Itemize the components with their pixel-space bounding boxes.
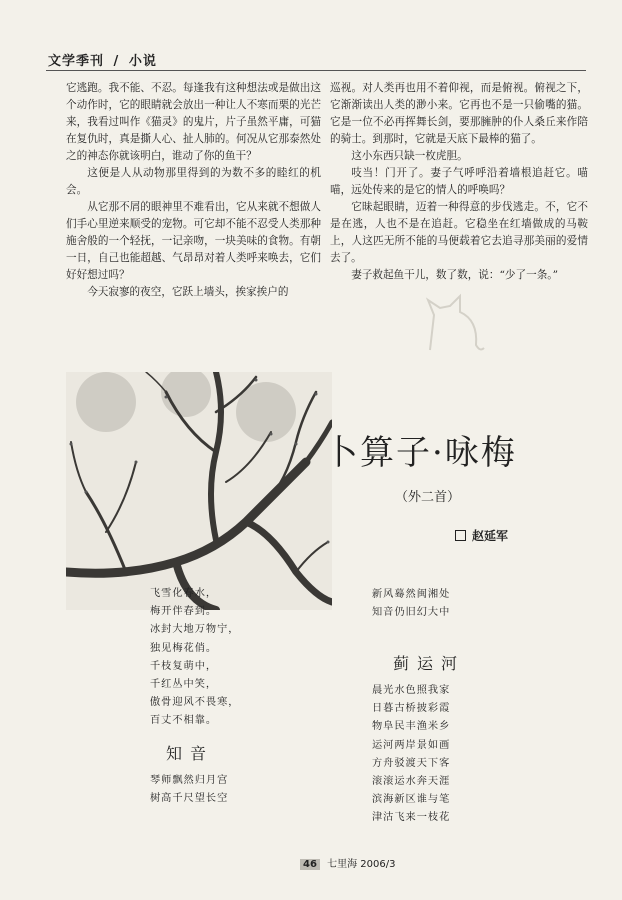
poem-line: 树高千尺望长空 (150, 793, 229, 805)
poem-line: 琴师飘然归月宫 (150, 775, 229, 786)
story-right-column (330, 80, 588, 284)
poem-line: 滚滚运水奔天涯 (372, 776, 451, 788)
poem-line: 日暮古桥披彩霞 (372, 703, 451, 715)
poem-line: 运河两岸景如画 (372, 739, 451, 751)
poem-jiyunhe (372, 682, 450, 828)
paragraph: 这小东西只缺一枚虎胆。 (351, 150, 468, 162)
paragraph: 这便是人从动物那里得到的为数不多的睦红的机会。 (66, 167, 321, 196)
poem-line: 冰封大地万物宁， (150, 624, 240, 636)
section-name: 小说 (128, 54, 157, 69)
journal-name: 文学季刊 (48, 54, 105, 69)
poem-line: 飞雪化春水， (150, 588, 218, 599)
poem-line: 知音仍旧幻大中 (372, 607, 451, 619)
page-number: 46 (300, 859, 320, 870)
square-bullet-icon (455, 530, 466, 541)
poem-line: 滨海新区谁与笔 (372, 794, 451, 806)
paragraph: 妻子救起鱼干儿，数了数，说：“少了一条。” (351, 269, 558, 281)
poem-jiyunhe-title: 蓟运河 (393, 654, 466, 673)
paragraph: 从它那不屑的眼神里不难看出，它从来就不想做人们手心里逆来顺受的宠物。可它却不能不忍受人类那种施舍般的一个轻抚，一记亲吻，一块美味的食物。有朝一日，自己也能超越、气昂昂对着人类呼来唤去，它们好好想过吗？ (66, 201, 321, 281)
poem-author (455, 527, 508, 544)
running-header (48, 50, 157, 69)
poem-main-title: 卜算子·咏梅 (324, 433, 517, 473)
header-rule (46, 70, 586, 71)
paragraph: 今天寂寥的夜空，它跃上墙头，挨家挨户的 (87, 286, 289, 298)
plum-branch-photo (66, 372, 332, 610)
poem-line: 梅开伴春到。 (150, 606, 218, 618)
poem-zhiyin-title: 知音 (166, 744, 215, 763)
poem-zhiyin-first (150, 772, 228, 808)
poem-line: 千红丛中笑， (150, 679, 218, 691)
magazine-name: 七里海 (327, 859, 358, 870)
poem-line: 物阜民丰渔米乡 (372, 721, 451, 733)
paragraph: 巡视。对人类再也用不着仰视，而是俯视。俯视之下，它渐渐读出人类的渺小来。它再也不是一只偷嘴的猫。它是一位不必再挥舞长剑，要那臃肿的仆人桑丘来作陪的骑士。到那时，它就是天底下最棒的猫了。 (330, 82, 588, 145)
poem-mei (150, 585, 240, 731)
story-left-column (66, 80, 321, 301)
paragraph: 吱当！门开了。妻子气呼呼沿着墙根追赶它。喵喵，远处传来的是它的情人的呼唤吗？ (330, 167, 588, 196)
poem-line: 独见梅花俏。 (150, 642, 218, 654)
poem-subtitle: （外二首） (395, 490, 461, 505)
poem-line: 千枝复萌中， (150, 660, 218, 672)
header-separator: / (113, 54, 120, 69)
issue-number: 2006/3 (360, 859, 396, 870)
poem-line: 津沽飞来一枝花 (372, 812, 451, 824)
paragraph: 它昧起眼睛，迈着一种得意的步伐逃走。不，它不是在逃，人也不是在追赶。它稳坐在红墙做成的马鞍上，人这匹无所不能的马便载着它去追寻那美丽的爱情去了。 (330, 201, 588, 264)
poem-line: 新风蓦然闽湘处 (372, 589, 451, 600)
poem-line: 方舟驳渡天下客 (372, 757, 451, 769)
poem-line: 晨光水色照我家 (372, 685, 451, 696)
poem-line: 百丈不相靠。 (150, 715, 218, 727)
cat-silhouette-decoration (420, 290, 490, 360)
page-footer (300, 855, 395, 870)
paragraph: 它逃跑。我不能、不忍。每逢我有这种想法或是做出这个动作时，它的眼睛就会放出一种让人不寒而栗的光芒来，我看过叫作《猫灵》的鬼片，片子虽然平庸，可猫在复仇时，真是撕人心、扯人肺的。何况从它那泰然处之的神态你就该明白，谁动了你的鱼干？ (66, 82, 321, 162)
poem-zhiyin-second (372, 586, 450, 622)
author-name: 赵延军 (472, 529, 509, 543)
poem-line: 傲骨迎风不畏寒， (150, 697, 240, 709)
